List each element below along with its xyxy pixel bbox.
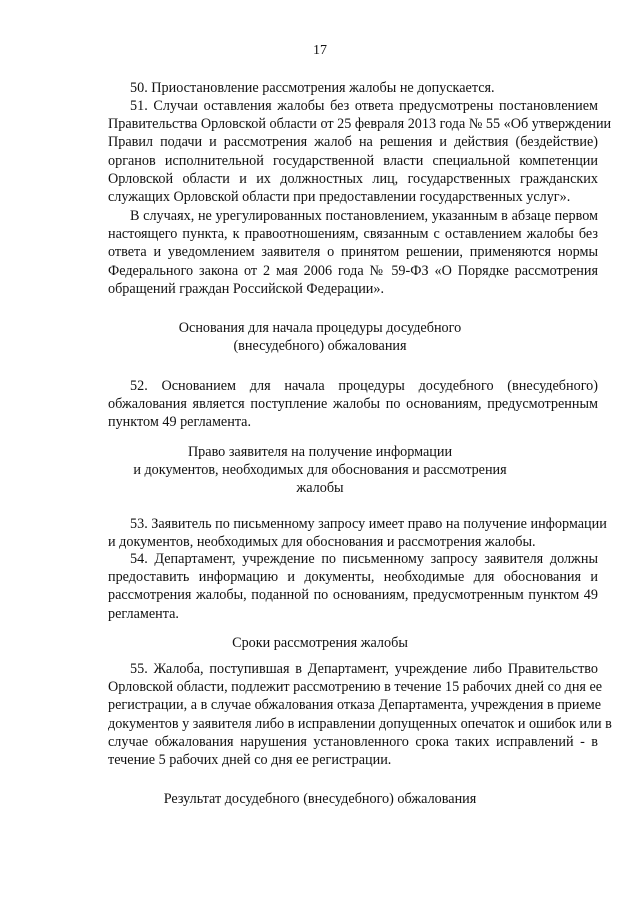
text-line: 55. Жалоба, поступившая в Департамент, учреждение либо Правительство (130, 661, 598, 677)
text-line: рассмотрения жалобы, поданной по основаниям, предусмотренным пунктом 49 (108, 587, 598, 604)
paragraph (108, 377, 598, 432)
section-heading (0, 790, 640, 808)
text-line: случае обжалования нарушения установленного срока таких исправлений - в (108, 733, 598, 750)
paragraph (108, 207, 598, 298)
heading-line: Результат досудебного (внесудебного) обжалования (163, 791, 477, 807)
paragraph (108, 515, 607, 551)
text-line: ответа и уведомлением заявителя о принятом решении, применяются нормы (108, 244, 598, 261)
paragraph (108, 79, 598, 97)
page-number: 17 (313, 43, 327, 58)
text-line: Правительства Орловской области от 25 февраля 2013 года № 55 «Об утверждении (108, 116, 612, 133)
text-line: Орловской области и их должностных лиц, государственных гражданских (108, 170, 598, 187)
text-line: регистрации, а в случае обжалования отказа Департамента, учреждения в приеме (108, 697, 602, 714)
text-line: 52. Основанием для начала процедуры досудебного (внесудебного) (130, 378, 598, 394)
text-line: предоставить информацию и документы, необходимые для обоснования и (108, 569, 598, 586)
text-line: течение 5 рабочих дней со дня ее регистрации. (108, 751, 392, 768)
paragraph (108, 660, 612, 769)
text-line: 50. Приостановление рассмотрения жалобы не допускается. (130, 80, 495, 96)
text-line: 53. Заявитель по письменному запросу имеет право на получение информации (130, 516, 607, 532)
section-heading (0, 319, 640, 355)
text-line: и документов, необходимых для обоснования и рассмотрения жалобы. (108, 534, 536, 551)
text-line: документов у заявителя либо в исправлении допущенных опечаток и ошибок или в (108, 715, 612, 732)
text-line: органов исполнительной государственной власти специальной компетенции (108, 152, 598, 169)
text-line: Федерального закона от 2 мая 2006 года № 59-ФЗ «О Порядке рассмотрения (108, 262, 598, 279)
heading-line: Основания для начала процедуры досудебного (178, 320, 462, 336)
text-line: 51. Случаи оставления жалобы без ответа предусмотрены постановлением (130, 98, 598, 114)
heading-line: жалобы (296, 480, 344, 497)
heading-line: (внесудебного) обжалования (233, 338, 407, 355)
text-line: Орловской области, подлежит рассмотрению в течение 15 рабочих дней со дня ее (108, 679, 603, 696)
paragraph (108, 97, 612, 206)
text-line: настоящего пункта, к правоотношениям, связанным с оставлением жалобы без (108, 226, 598, 243)
heading-line: и документов, необходимых для обоснования и рассмотрения (133, 462, 507, 479)
text-line: 54. Департамент, учреждение по письменному запросу заявителя должны (130, 551, 598, 567)
text-line: пунктом 49 регламента. (108, 414, 252, 431)
text-line: служащих Орловской области при предоставлении государственных услуг». (108, 188, 571, 205)
text-line: обращений граждан Российской Федерации». (108, 280, 385, 297)
text-line: регламента. (108, 605, 179, 622)
paragraph (108, 550, 598, 623)
heading-line: Право заявителя на получение информации (187, 444, 453, 460)
text-line: Правил подачи и рассмотрения жалоб на решения и действия (бездействие) (108, 134, 598, 151)
section-heading (0, 634, 640, 652)
text-line: В случаях, не урегулированных постановлением, указанным в абзаце первом (130, 208, 598, 224)
section-heading (0, 443, 640, 498)
heading-line: Сроки рассмотрения жалобы (232, 635, 408, 651)
text-line: обжалования является поступление жалобы по основаниям, предусмотренным (108, 396, 598, 413)
